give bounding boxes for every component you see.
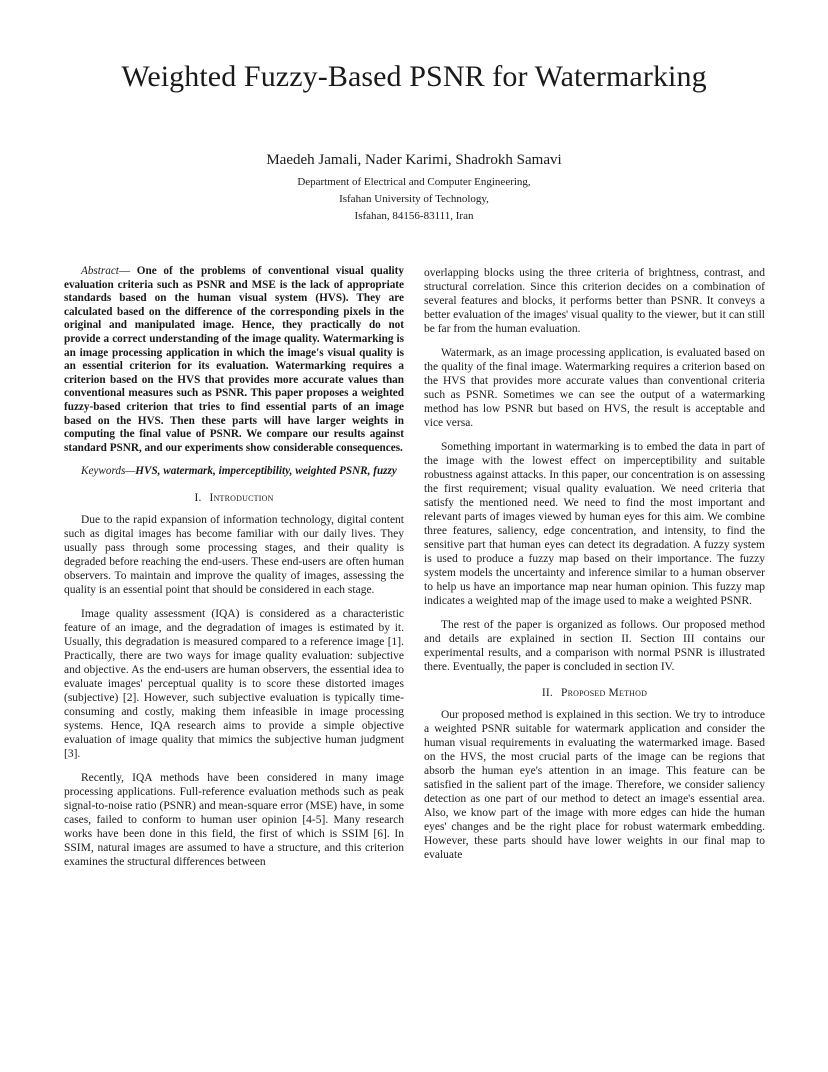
section-title: Proposed Method <box>561 687 648 699</box>
affiliation <box>0 174 828 225</box>
author-list: Maedeh Jamali, Nader Karimi, Shadrokh Samavi <box>266 152 562 168</box>
abstract-text: One of the problems of conventional visual quality evaluation criteria such as PSNR and MSE is the lack of appropriate standards based on the human visual system (HVS). They are calculated based on the difference of the corresponding pixels in the original and manipulated image. Hence, they practically do not provide a correct understanding of the image quality. Watermarking is an image processing application in which the image's visual quality is an essential criterion for its evaluation. Watermarking requires a criterion based on the HVS that provides more accurate values than conventional measures such as PSNR. This paper proposes a weighted fuzzy-based criterion that tries to find essential parts of an image based on the HVS. Then these parts will have larger weights in computing the final value of PSNR. We compare our results against standard PSNR, and our experiments show considerable consequences. <box>64 265 404 454</box>
section-title: Introduction <box>209 491 274 504</box>
affiliation-line: Department of Electrical and Computer Engineering, <box>297 176 531 188</box>
body-paragraph: The rest of the paper is organized as follows. Our proposed method and details are explained in section II. Section III contains our experimental results, and a comparison with normal PSNR is illustrated there. Eventually, the paper is concluded in section IV. <box>424 619 765 673</box>
body-paragraph: Something important in watermarking is to embed the data in part of the image with the lowest effect on imperceptibility and suitable robustness against attacks. In this paper, our concentration is on assessing the first requirement; visual quality evaluation. We need criteria that satisfy the mentioned need. We need to find the most important and relevant parts of images viewed by human eyes for this aim. We combine three features, saliency, edge concentration, and intensity, to find the sensitive part that human eyes can detect its degradation. A fuzzy system is used to produce a fuzzy map based on their importance. The fuzzy system models the uncertainty and inference similar to a human observer to help us have an importance map near human opinion. This fuzzy map indicates a weighted map of the image used to make a weighted PSNR. <box>424 441 765 607</box>
paper-title: Weighted Fuzzy-Based PSNR for Watermarking <box>121 60 707 93</box>
affiliation-line: Isfahan, 84156-83111, Iran <box>354 210 474 222</box>
keywords <box>64 465 404 479</box>
section-heading-introduction <box>64 491 404 505</box>
right-column <box>424 266 765 872</box>
keywords-text: HVS, watermark, imperceptibility, weighted PSNR, fuzzy <box>135 465 397 478</box>
affiliation-line: Isfahan University of Technology, <box>339 193 489 205</box>
keywords-label: Keywords— <box>81 465 136 478</box>
abstract-dash: — <box>118 265 131 277</box>
abstract-label: Abstract <box>81 265 119 277</box>
body-paragraph: Watermark, as an image processing application, is evaluated based on the quality of the final image. Watermarking requires a criterion based on the HVS that provides more accurate values than conventional criteria such as PSNR. Sometimes we can see the output of a watermarking method has low PSNR but based on HVS, the result is acceptable and vice versa. <box>424 347 765 429</box>
left-column <box>64 265 404 879</box>
abstract <box>64 265 404 455</box>
section-number: II. <box>541 687 554 699</box>
body-paragraph: overlapping blocks using the three criteria of brightness, contrast, and structural correlation. Since this criterion decides on a combination of several features and blocks, it performs better than PSNR. It conveys a better evaluation of the images' visual quality to the viewer, but it can still be far from the human evaluation. <box>424 267 765 335</box>
section-number: I. <box>194 491 202 504</box>
body-paragraph: Our proposed method is explained in this section. We try to introduce a weighted PSNR suitable for watermark application and consider the human visual requirements in evaluating the watermarked image. Based on the HVS, the most crucial parts of the image can be regions that absorb the human eye's attention in an image. This feature can be satisfied in the salient part of the image. Therefore, we consider saliency detection as one part of our method to detect an image's essential area. Also, we know part of the image with more edges can hide the human eyes' changes and be the right place for robust watermark embedding. However, these parts should have lower weights in our final map to evaluate <box>424 709 765 861</box>
body-paragraph: Recently, IQA methods have been considered in many image processing applications. Full-reference evaluation methods such as peak signal-to-noise ratio (PSNR) and mean-square error (MSE) have, in some cases, failed to conform to human user opinion [4-5]. Many research works have been done in this field, the first of which is SSIM [6]. In SSIM, natural images are assumed to have a structure, and this criterion examines the structural differences between <box>64 771 404 868</box>
section-heading-proposed-method <box>424 686 765 700</box>
body-paragraph: Due to the rapid expansion of information technology, digital content such as digital images has become familiar with our daily lives. They usually pass through some processing stages, and their quality is degraded before reaching the end-users. These end-users are often human observers. To maintain and improve the quality of images, assessing the quality is an essential point that should be considered in each stage. <box>64 513 404 596</box>
body-paragraph: Image quality assessment (IQA) is considered as a characteristic feature of an image, and the degradation of images is estimated by it. Usually, this degradation is measured compared to a reference image [1]. Practically, there are two ways for image quality evaluation: subjective and objective. As the end-users are human observers, the essential idea to evaluate images' perceptual quality is to score these distorted images (subjective) [2]. However, such subjective evaluation is typically time-consuming and costly, making them infeasible in image processing systems. Hence, IQA research aims to provide a simple objective evaluation of image quality that mimics the subjective human judgment [3]. <box>64 607 404 760</box>
